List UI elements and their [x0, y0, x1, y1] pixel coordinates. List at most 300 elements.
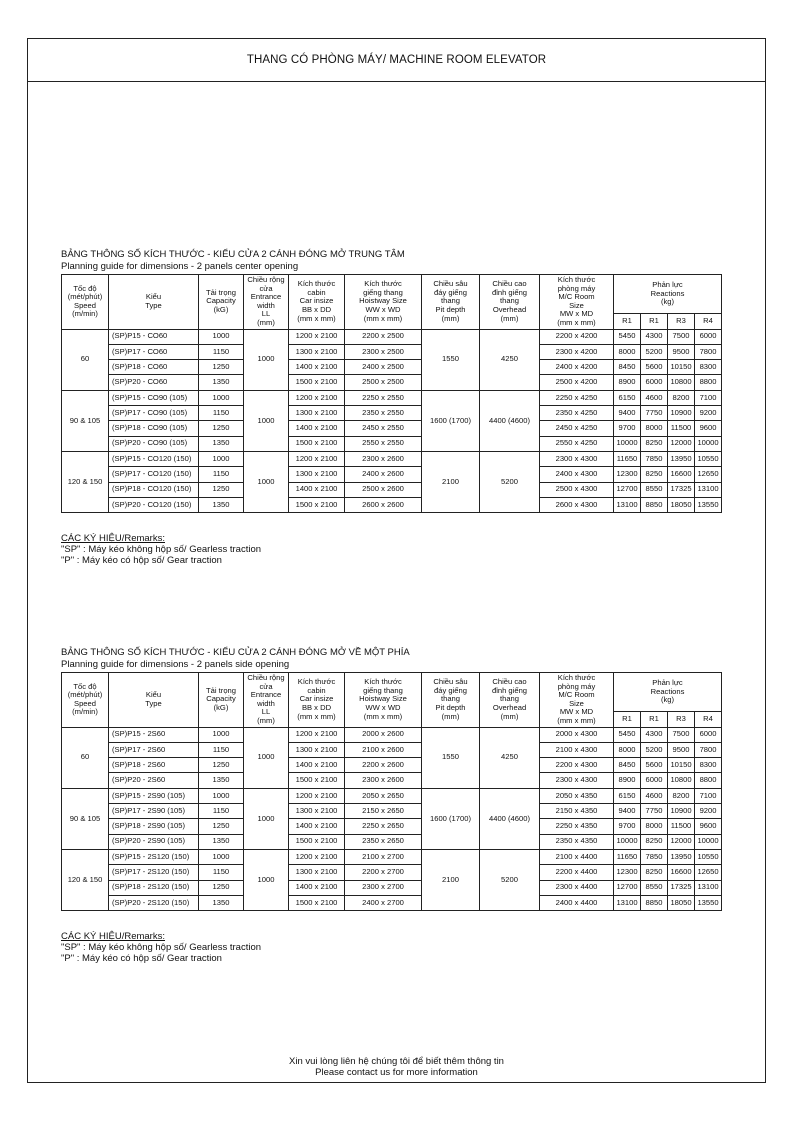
reaction-cell: 18050: [668, 895, 695, 910]
table-row: [62, 773, 722, 788]
entrance-width-cell: 1000: [244, 451, 289, 512]
capacity-cell: 1000: [199, 451, 244, 466]
overhead-cell: 5200: [480, 451, 540, 512]
type-cell: (SP)P20 - 2S60: [109, 773, 199, 788]
machine-room-size-cell: 2500 x 4200: [540, 375, 614, 390]
dimensions-table: [61, 274, 722, 513]
reaction-cell: 18050: [668, 497, 695, 512]
capacity-cell: 1150: [199, 804, 244, 819]
header-pit-depth: Chiều sâu đáy giếng thang Pit depth (mm): [422, 275, 480, 330]
reaction-cell: 6000: [695, 727, 722, 742]
header-speed: Tốc độ (mét/phút) Speed (m/min): [62, 673, 109, 728]
reaction-cell: 9700: [614, 819, 641, 834]
entrance-width-cell: 1000: [244, 727, 289, 788]
capacity-cell: 1250: [199, 421, 244, 436]
table-row: [62, 406, 722, 421]
header-overhead: Chiều cao đỉnh giếng thang Overhead (mm): [480, 275, 540, 330]
capacity-cell: 1350: [199, 895, 244, 910]
reaction-cell: 6000: [641, 773, 668, 788]
machine-room-size-cell: 2600 x 4300: [540, 497, 614, 512]
type-cell: (SP)P15 - 2S90 (105): [109, 788, 199, 803]
reaction-cell: 7800: [695, 742, 722, 757]
reaction-cell: 10000: [695, 436, 722, 451]
hoistway-size-cell: 2300 x 2600: [345, 773, 422, 788]
reaction-cell: 4300: [641, 727, 668, 742]
hoistway-size-cell: 2550 x 2550: [345, 436, 422, 451]
reaction-cell: 6000: [641, 375, 668, 390]
reaction-cell: 4300: [641, 329, 668, 344]
machine-room-size-cell: 2300 x 4400: [540, 880, 614, 895]
header-hoistway-size: Kích thước giếng thang Hoistway Size WW x WD (mm x mm): [345, 275, 422, 330]
car-size-cell: 1200 x 2100: [289, 849, 345, 864]
header-pit-depth: Chiều sâu đáy giếng thang Pit depth (mm): [422, 673, 480, 728]
reaction-cell: 13550: [695, 497, 722, 512]
hoistway-size-cell: 2250 x 2650: [345, 819, 422, 834]
reaction-cell: 8900: [614, 375, 641, 390]
reaction-cell: 11500: [668, 819, 695, 834]
capacity-cell: 1000: [199, 390, 244, 405]
reaction-cell: 10900: [668, 804, 695, 819]
capacity-cell: 1350: [199, 436, 244, 451]
machine-room-size-cell: 2150 x 4350: [540, 804, 614, 819]
speed-cell: 120 & 150: [62, 451, 109, 512]
machine-room-size-cell: 2300 x 4300: [540, 773, 614, 788]
pit-depth-cell: 1600 (1700): [422, 788, 480, 849]
capacity-cell: 1250: [199, 360, 244, 375]
reaction-cell: 10150: [668, 758, 695, 773]
reaction-cell: 7100: [695, 390, 722, 405]
table-row: [62, 467, 722, 482]
capacity-cell: 1250: [199, 758, 244, 773]
header-reaction-col: R1: [641, 711, 668, 727]
table-title-vi: BẢNG THÔNG SỐ KÍCH THƯỚC - KIỂU CỬA 2 CÁNH ĐÓNG MỞ VỀ MỘT PHÍA: [61, 647, 410, 658]
type-cell: (SP)P20 - CO90 (105): [109, 436, 199, 451]
type-cell: (SP)P15 - CO90 (105): [109, 390, 199, 405]
reaction-cell: 5450: [614, 727, 641, 742]
reaction-cell: 9500: [668, 344, 695, 359]
table-row: [62, 497, 722, 512]
car-size-cell: 1300 x 2100: [289, 344, 345, 359]
table-title-vi: BẢNG THÔNG SỐ KÍCH THƯỚC - KIỂU CỬA 2 CÁNH ĐÓNG MỞ TRUNG TÂM: [61, 249, 405, 260]
header-reaction-col: R1: [641, 313, 668, 329]
type-cell: (SP)P18 - CO60: [109, 360, 199, 375]
entrance-width-cell: 1000: [244, 788, 289, 849]
table-row: [62, 727, 722, 742]
entrance-width-cell: 1000: [244, 849, 289, 910]
car-size-cell: 1500 x 2100: [289, 436, 345, 451]
machine-room-size-cell: 2350 x 4350: [540, 834, 614, 849]
overhead-cell: 4250: [480, 329, 540, 390]
reaction-cell: 9600: [695, 819, 722, 834]
machine-room-size-cell: 2400 x 4400: [540, 895, 614, 910]
hoistway-size-cell: 2350 x 2650: [345, 834, 422, 849]
entrance-width-cell: 1000: [244, 390, 289, 451]
hoistway-size-cell: 2200 x 2500: [345, 329, 422, 344]
table-row: [62, 742, 722, 757]
machine-room-size-cell: 2200 x 4300: [540, 758, 614, 773]
remarks: [61, 931, 722, 964]
hoistway-size-cell: 2350 x 2550: [345, 406, 422, 421]
header-machine-room-size: Kích thước phòng máy M/C Room Size MW x MD (mm x mm): [540, 275, 614, 330]
pit-depth-cell: 1550: [422, 727, 480, 788]
table-row: [62, 482, 722, 497]
hoistway-size-cell: 2400 x 2700: [345, 895, 422, 910]
hoistway-size-cell: 2500 x 2500: [345, 375, 422, 390]
reaction-cell: 8550: [641, 482, 668, 497]
header-speed: Tốc độ (mét/phút) Speed (m/min): [62, 275, 109, 330]
reaction-cell: 12650: [695, 865, 722, 880]
capacity-cell: 1150: [199, 742, 244, 757]
capacity-cell: 1150: [199, 344, 244, 359]
type-cell: (SP)P18 - 2S60: [109, 758, 199, 773]
capacity-cell: 1350: [199, 497, 244, 512]
capacity-cell: 1150: [199, 406, 244, 421]
car-size-cell: 1300 x 2100: [289, 467, 345, 482]
overhead-cell: 4250: [480, 727, 540, 788]
reaction-cell: 9200: [695, 406, 722, 421]
reaction-cell: 12300: [614, 467, 641, 482]
type-cell: (SP)P20 - CO120 (150): [109, 497, 199, 512]
reaction-cell: 11500: [668, 421, 695, 436]
car-size-cell: 1500 x 2100: [289, 834, 345, 849]
speed-cell: 60: [62, 727, 109, 788]
car-size-cell: 1400 x 2100: [289, 880, 345, 895]
machine-room-size-cell: 2200 x 4200: [540, 329, 614, 344]
table-row: [62, 758, 722, 773]
reaction-cell: 5200: [641, 742, 668, 757]
overhead-cell: 5200: [480, 849, 540, 910]
table-row: [62, 390, 722, 405]
reaction-cell: 5450: [614, 329, 641, 344]
table-row: [62, 329, 722, 344]
reaction-cell: 7750: [641, 804, 668, 819]
reaction-cell: 5600: [641, 758, 668, 773]
type-cell: (SP)P18 - 2S90 (105): [109, 819, 199, 834]
header-reaction-col: R1: [614, 313, 641, 329]
hoistway-size-cell: 2100 x 2600: [345, 742, 422, 757]
hoistway-size-cell: 2300 x 2500: [345, 344, 422, 359]
capacity-cell: 1000: [199, 788, 244, 803]
car-size-cell: 1200 x 2100: [289, 451, 345, 466]
header-reaction-col: R4: [695, 313, 722, 329]
type-cell: (SP)P20 - 2S120 (150): [109, 895, 199, 910]
header-entrance-width: Chiều rộng cửa Entrance width LL (mm): [244, 673, 289, 728]
car-size-cell: 1500 x 2100: [289, 497, 345, 512]
hoistway-size-cell: 2250 x 2550: [345, 390, 422, 405]
reaction-cell: 12300: [614, 865, 641, 880]
reaction-cell: 16600: [668, 467, 695, 482]
overhead-cell: 4400 (4600): [480, 390, 540, 451]
remarks-title: CÁC KÝ HIỆU/Remarks:: [61, 931, 165, 943]
entrance-width-cell: 1000: [244, 329, 289, 390]
reaction-cell: 7850: [641, 451, 668, 466]
hoistway-size-cell: 2400 x 2500: [345, 360, 422, 375]
reaction-cell: 8250: [641, 436, 668, 451]
pit-depth-cell: 1550: [422, 329, 480, 390]
machine-room-size-cell: 2300 x 4200: [540, 344, 614, 359]
type-cell: (SP)P20 - CO60: [109, 375, 199, 390]
header-type: Kiểu Type: [109, 673, 199, 728]
reaction-cell: 13950: [668, 849, 695, 864]
machine-room-size-cell: 2350 x 4250: [540, 406, 614, 421]
reaction-cell: 5600: [641, 360, 668, 375]
capacity-cell: 1000: [199, 329, 244, 344]
car-size-cell: 1500 x 2100: [289, 375, 345, 390]
footer-line-en: Please contact us for more information: [315, 1067, 478, 1078]
reaction-cell: 11650: [614, 849, 641, 864]
reaction-cell: 7500: [668, 329, 695, 344]
machine-room-size-cell: 2400 x 4300: [540, 467, 614, 482]
reaction-cell: 12000: [668, 436, 695, 451]
hoistway-size-cell: 2300 x 2600: [345, 451, 422, 466]
reaction-cell: 7500: [668, 727, 695, 742]
reaction-cell: 9700: [614, 421, 641, 436]
reaction-cell: 6150: [614, 390, 641, 405]
table-row: [62, 804, 722, 819]
reaction-cell: 13100: [614, 497, 641, 512]
reaction-cell: 6150: [614, 788, 641, 803]
header-reactions: Phản lực Reactions (kg): [614, 673, 722, 712]
machine-room-size-cell: 2100 x 4400: [540, 849, 614, 864]
type-cell: (SP)P18 - CO90 (105): [109, 421, 199, 436]
reaction-cell: 8200: [668, 390, 695, 405]
car-size-cell: 1500 x 2100: [289, 773, 345, 788]
pit-depth-cell: 2100: [422, 849, 480, 910]
hoistway-size-cell: 2000 x 2600: [345, 727, 422, 742]
header-overhead: Chiều cao đỉnh giếng thang Overhead (mm): [480, 673, 540, 728]
reaction-cell: 9500: [668, 742, 695, 757]
reaction-cell: 9400: [614, 406, 641, 421]
table-section-side-opening: [61, 647, 722, 964]
capacity-cell: 1000: [199, 849, 244, 864]
car-size-cell: 1200 x 2100: [289, 390, 345, 405]
remarks-line-p: "P" : Máy kéo có hộp số/ Gear traction: [61, 555, 222, 567]
machine-room-size-cell: 2250 x 4350: [540, 819, 614, 834]
reaction-cell: 8900: [614, 773, 641, 788]
reaction-cell: 8850: [641, 497, 668, 512]
car-size-cell: 1400 x 2100: [289, 758, 345, 773]
reaction-cell: 11650: [614, 451, 641, 466]
reaction-cell: 8000: [614, 742, 641, 757]
type-cell: (SP)P18 - 2S120 (150): [109, 880, 199, 895]
car-size-cell: 1400 x 2100: [289, 819, 345, 834]
reaction-cell: 7100: [695, 788, 722, 803]
hoistway-size-cell: 2300 x 2700: [345, 880, 422, 895]
capacity-cell: 1150: [199, 865, 244, 880]
car-size-cell: 1200 x 2100: [289, 329, 345, 344]
reaction-cell: 8800: [695, 375, 722, 390]
table-row: [62, 880, 722, 895]
reaction-cell: 4600: [641, 788, 668, 803]
footer-line-vi: Xin vui lòng liên hệ chúng tôi để biết thêm thông tin: [289, 1056, 504, 1067]
reaction-cell: 12700: [614, 482, 641, 497]
reaction-cell: 4600: [641, 390, 668, 405]
remarks-title: CÁC KÝ HIỆU/Remarks:: [61, 533, 165, 545]
table-title-en: Planning guide for dimensions - 2 panels side opening: [61, 659, 290, 670]
table-row: [62, 344, 722, 359]
reaction-cell: 10800: [668, 773, 695, 788]
reaction-cell: 13100: [695, 880, 722, 895]
type-cell: (SP)P15 - CO60: [109, 329, 199, 344]
reaction-cell: 13100: [614, 895, 641, 910]
table-row: [62, 819, 722, 834]
capacity-cell: 1350: [199, 773, 244, 788]
capacity-cell: 1350: [199, 834, 244, 849]
car-size-cell: 1300 x 2100: [289, 406, 345, 421]
reaction-cell: 16600: [668, 865, 695, 880]
page-footer: [27, 1056, 766, 1078]
remarks-line-p: "P" : Máy kéo có hộp số/ Gear traction: [61, 953, 222, 965]
remarks: [61, 533, 722, 566]
reaction-cell: 6000: [695, 329, 722, 344]
table-row: [62, 375, 722, 390]
reaction-cell: 13950: [668, 451, 695, 466]
header-reaction-col: R1: [614, 711, 641, 727]
reaction-cell: 12650: [695, 467, 722, 482]
machine-room-size-cell: 2000 x 4300: [540, 727, 614, 742]
header-car-size: Kích thước cabin Car insize BB x DD (mm x mm): [289, 673, 345, 728]
car-size-cell: 1200 x 2100: [289, 788, 345, 803]
hoistway-size-cell: 2200 x 2600: [345, 758, 422, 773]
header-type: Kiểu Type: [109, 275, 199, 330]
capacity-cell: 1150: [199, 467, 244, 482]
hoistway-size-cell: 2600 x 2600: [345, 497, 422, 512]
machine-room-size-cell: 2400 x 4200: [540, 360, 614, 375]
header-reactions: Phản lực Reactions (kg): [614, 275, 722, 314]
table-row: [62, 834, 722, 849]
car-size-cell: 1300 x 2100: [289, 804, 345, 819]
dimensions-table: [61, 672, 722, 911]
type-cell: (SP)P15 - 2S120 (150): [109, 849, 199, 864]
header-capacity: Tải trọng Capacity (kG): [199, 275, 244, 330]
reaction-cell: 13550: [695, 895, 722, 910]
machine-room-size-cell: 2300 x 4300: [540, 451, 614, 466]
reaction-cell: 10000: [614, 436, 641, 451]
reaction-cell: 7850: [641, 849, 668, 864]
header-capacity: Tải trọng Capacity (kG): [199, 673, 244, 728]
type-cell: (SP)P17 - 2S60: [109, 742, 199, 757]
hoistway-size-cell: 2400 x 2600: [345, 467, 422, 482]
reaction-cell: 7800: [695, 344, 722, 359]
reaction-cell: 17325: [668, 482, 695, 497]
reaction-cell: 8800: [695, 773, 722, 788]
reaction-cell: 10000: [695, 834, 722, 849]
reaction-cell: 5200: [641, 344, 668, 359]
reaction-cell: 17325: [668, 880, 695, 895]
reaction-cell: 9200: [695, 804, 722, 819]
reaction-cell: 7750: [641, 406, 668, 421]
pit-depth-cell: 2100: [422, 451, 480, 512]
table-row: [62, 788, 722, 803]
hoistway-size-cell: 2050 x 2650: [345, 788, 422, 803]
type-cell: (SP)P15 - 2S60: [109, 727, 199, 742]
hoistway-size-cell: 2200 x 2700: [345, 865, 422, 880]
speed-cell: 90 & 105: [62, 390, 109, 451]
type-cell: (SP)P17 - 2S120 (150): [109, 865, 199, 880]
reaction-cell: 8300: [695, 360, 722, 375]
capacity-cell: 1350: [199, 375, 244, 390]
header-reaction-col: R3: [668, 711, 695, 727]
type-cell: (SP)P17 - CO120 (150): [109, 467, 199, 482]
capacity-cell: 1250: [199, 880, 244, 895]
reaction-cell: 9600: [695, 421, 722, 436]
machine-room-size-cell: 2550 x 4250: [540, 436, 614, 451]
capacity-cell: 1250: [199, 482, 244, 497]
reaction-cell: 12000: [668, 834, 695, 849]
type-cell: (SP)P17 - CO90 (105): [109, 406, 199, 421]
reaction-cell: 10900: [668, 406, 695, 421]
type-cell: (SP)P17 - CO60: [109, 344, 199, 359]
hoistway-size-cell: 2100 x 2700: [345, 849, 422, 864]
table-row: [62, 895, 722, 910]
reaction-cell: 10150: [668, 360, 695, 375]
type-cell: (SP)P20 - 2S90 (105): [109, 834, 199, 849]
table-row: [62, 436, 722, 451]
reaction-cell: 10000: [614, 834, 641, 849]
hoistway-size-cell: 2450 x 2550: [345, 421, 422, 436]
car-size-cell: 1200 x 2100: [289, 727, 345, 742]
reaction-cell: 8250: [641, 834, 668, 849]
capacity-cell: 1000: [199, 727, 244, 742]
type-cell: (SP)P17 - 2S90 (105): [109, 804, 199, 819]
car-size-cell: 1500 x 2100: [289, 895, 345, 910]
speed-cell: 90 & 105: [62, 788, 109, 849]
remarks-line-sp: "SP" : Máy kéo không hộp số/ Gearless traction: [61, 942, 262, 954]
table-row: [62, 421, 722, 436]
reaction-cell: 8000: [641, 421, 668, 436]
reaction-cell: 8000: [614, 344, 641, 359]
reaction-cell: 8450: [614, 758, 641, 773]
hoistway-size-cell: 2500 x 2600: [345, 482, 422, 497]
remarks-line-sp: "SP" : Máy kéo không hộp số/ Gearless traction: [61, 544, 262, 556]
header-hoistway-size: Kích thước giếng thang Hoistway Size WW x WD (mm x mm): [345, 673, 422, 728]
reaction-cell: 8300: [695, 758, 722, 773]
car-size-cell: 1400 x 2100: [289, 360, 345, 375]
page-header: [27, 38, 766, 82]
table-row: [62, 451, 722, 466]
speed-cell: 60: [62, 329, 109, 390]
car-size-cell: 1400 x 2100: [289, 482, 345, 497]
reaction-cell: 8000: [641, 819, 668, 834]
header-car-size: Kích thước cabin Car insize BB x DD (mm x mm): [289, 275, 345, 330]
reaction-cell: 8250: [641, 865, 668, 880]
car-size-cell: 1400 x 2100: [289, 421, 345, 436]
reaction-cell: 8550: [641, 880, 668, 895]
type-cell: (SP)P18 - CO120 (150): [109, 482, 199, 497]
header-entrance-width: Chiều rộng cửa Entrance width LL (mm): [244, 275, 289, 330]
table-row: [62, 360, 722, 375]
table-section-center-opening: [61, 249, 722, 566]
machine-room-size-cell: 2450 x 4250: [540, 421, 614, 436]
reaction-cell: 8450: [614, 360, 641, 375]
header-machine-room-size: Kích thước phòng máy M/C Room Size MW x MD (mm x mm): [540, 673, 614, 728]
reaction-cell: 8250: [641, 467, 668, 482]
car-size-cell: 1300 x 2100: [289, 865, 345, 880]
hoistway-size-cell: 2150 x 2650: [345, 804, 422, 819]
page-title: THANG CÓ PHÒNG MÁY/ MACHINE ROOM ELEVATOR: [246, 54, 547, 66]
overhead-cell: 4400 (4600): [480, 788, 540, 849]
reaction-cell: 8200: [668, 788, 695, 803]
machine-room-size-cell: 2500 x 4300: [540, 482, 614, 497]
machine-room-size-cell: 2050 x 4350: [540, 788, 614, 803]
reaction-cell: 9400: [614, 804, 641, 819]
reaction-cell: 10550: [695, 849, 722, 864]
reaction-cell: 10800: [668, 375, 695, 390]
car-size-cell: 1300 x 2100: [289, 742, 345, 757]
table-row: [62, 849, 722, 864]
speed-cell: 120 & 150: [62, 849, 109, 910]
reaction-cell: 8850: [641, 895, 668, 910]
